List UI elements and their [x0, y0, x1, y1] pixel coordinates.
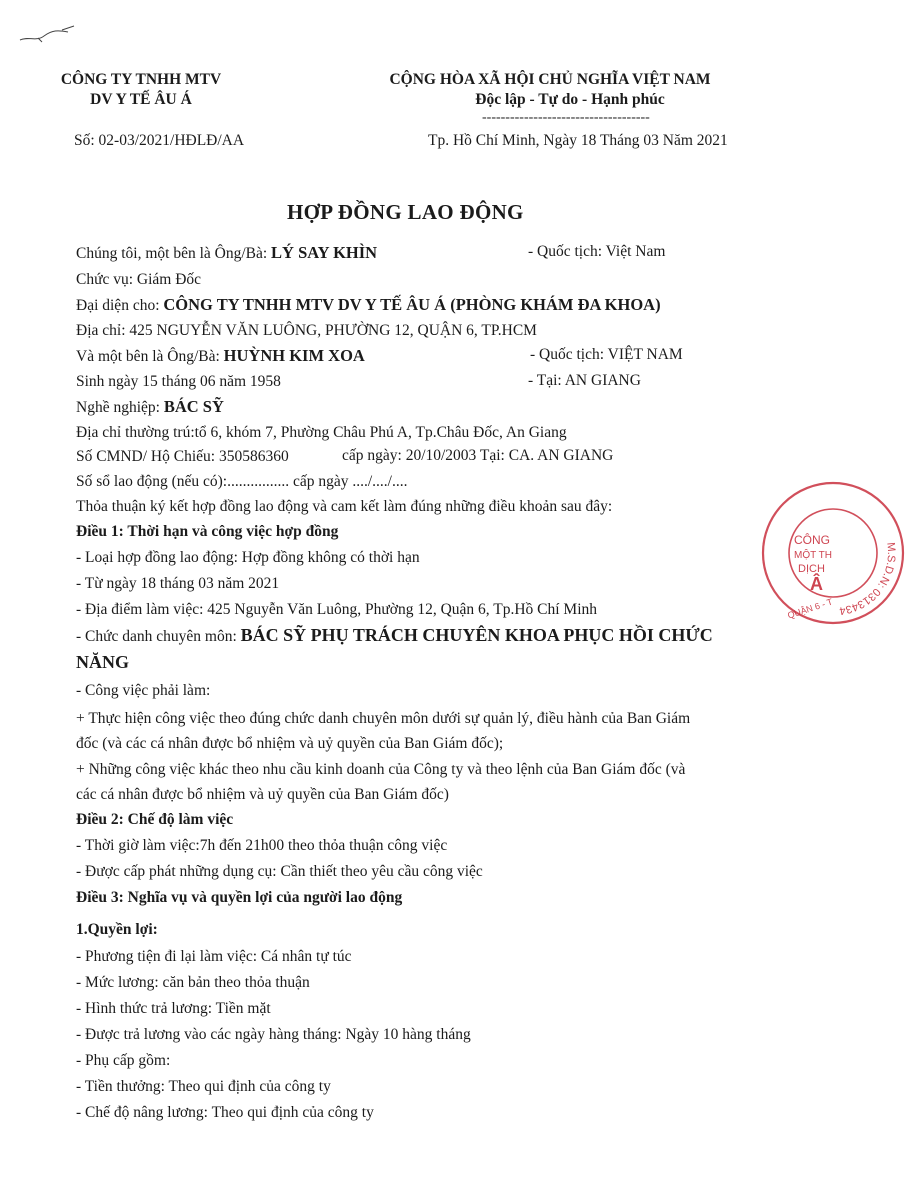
nation-motto: Độc lập - Tự do - Hạnh phúc — [475, 91, 665, 108]
stamp-inner-3: DỊCH — [798, 563, 825, 575]
svg-text:M.S.D.N: 0313434 — [839, 542, 898, 617]
article-3-heading: Điều 3: Nghĩa vụ và quyền lợi của người lao động — [76, 889, 403, 906]
job-value: BÁC SỸ — [163, 397, 224, 416]
benefit-pay-method: - Hình thức trả lương: Tiền mặt — [76, 1000, 271, 1017]
party-b-nationality: - Quốc tịch: VIỆT NAM — [530, 346, 683, 363]
party-a-position: Chức vụ: Giám Đốc — [76, 271, 202, 288]
title-value: BÁC SỸ PHỤ TRÁCH CHUYÊN KHOA PHỤC HỒI CHỨC — [240, 625, 713, 645]
job-label: Nghề nghiệp: — [76, 399, 160, 416]
article-1-workplace: - Địa điểm làm việc: 425 Nguyễn Văn Luông, Phường 12, Quận 6, Tp.Hồ Chí Minh — [76, 601, 598, 618]
duty-1-line2: đốc (và các cá nhân được bổ nhiệm và uỷ quyền của Ban Giám đốc); — [76, 735, 504, 752]
duty-2-line2: các cá nhân được bổ nhiệm và uỷ quyền của Ban Giám đốc) — [76, 786, 449, 803]
article-2-tools: - Được cấp phát những dụng cụ: Cần thiết theo yêu cầu công việc — [76, 863, 483, 880]
duty-1-line1: + Thực hiện công việc theo đúng chức danh chuyên môn dưới sự quản lý, điều hành của Ban Giám — [76, 710, 691, 727]
article-1-heading: Điều 1: Thời hạn và công việc hợp đồng — [76, 523, 339, 540]
benefit-salary: - Mức lương: căn bản theo thỏa thuận — [76, 974, 310, 991]
motto-divider: ------------------------------------ — [482, 110, 650, 125]
article-3-sub1: 1.Quyền lợi: — [76, 921, 158, 938]
rep-label: Đại diện cho: — [76, 297, 160, 314]
party-a-representative — [76, 295, 661, 316]
party-a-label: Chúng tôi, một bên là Ông/Bà: — [76, 245, 268, 262]
company-name-line2: DV Y TẾ ÂU Á — [90, 91, 192, 108]
party-b-labor-book: Số sổ lao động (nếu có):................ cấp ngày ..../..../.... — [76, 473, 408, 490]
stamp-bottom-text: QUẬN 6 - T — [786, 596, 834, 621]
benefit-raise: - Chế độ nâng lương: Theo qui định của công ty — [76, 1104, 374, 1121]
agreement-statement: Thỏa thuận ký kết hợp đồng lao động và cam kết làm đúng những điều khoản sau đây: — [76, 498, 613, 515]
party-a-nationality: - Quốc tịch: Việt Nam — [528, 243, 666, 260]
party-a-intro — [76, 243, 377, 264]
party-a-name: LÝ SAY KHÌN — [271, 243, 378, 262]
article-1-title — [76, 625, 713, 647]
benefit-pay-day: - Được trả lương vào các ngày hàng tháng: Ngày 10 hàng tháng — [76, 1026, 471, 1043]
article-2-hours: - Thời giờ làm việc:7h đến 21h00 theo thỏa thuận công việc — [76, 837, 448, 854]
rep-company: CÔNG TY TNHH MTV DV Y TẾ ÂU Á (PHÒNG KHÁM ĐA KHOA) — [163, 295, 661, 314]
party-b-intro — [76, 346, 365, 367]
party-b-birth: Sinh ngày 15 tháng 06 năm 1958 — [76, 373, 281, 390]
stamp-inner-1: CÔNG — [794, 533, 830, 547]
company-name-line1: CÔNG TY TNHH MTV — [60, 71, 222, 88]
party-b-label: Và một bên là Ông/Bà: — [76, 348, 220, 365]
benefit-allowance: - Phụ cấp gồm: — [76, 1052, 171, 1069]
title-label: - Chức danh chuyên môn: — [76, 628, 237, 645]
document-title: HỢP ĐỒNG LAO ĐỘNG — [287, 200, 524, 224]
party-b-id-issue: cấp ngày: 20/10/2003 Tại: CA. AN GIANG — [342, 447, 614, 464]
article-2-heading: Điều 2: Chế độ làm việc — [76, 811, 234, 828]
benefit-transport: - Phương tiện đi lại làm việc: Cá nhân tự túc — [76, 948, 352, 965]
nation-title: CỘNG HÒA XÃ HỘI CHỦ NGHĨA VIỆT NAM — [389, 71, 711, 88]
article-1-start-date: - Từ ngày 18 tháng 03 năm 2021 — [76, 575, 280, 592]
benefit-bonus: - Tiền thưởng: Theo qui định của công ty — [76, 1078, 331, 1095]
duty-2-line1: + Những công việc khác theo nhu cầu kinh doanh của Công ty và theo lệnh của Ban Giám đốc (và — [76, 761, 686, 778]
article-1-duties-label: - Công việc phải làm: — [76, 682, 211, 699]
stamp-inner-4: Â — [810, 574, 823, 594]
party-b-name: HUỲNH KIM XOA — [223, 346, 365, 365]
title-value-cont: NĂNG — [76, 652, 129, 672]
party-a-address: Địa chỉ: 425 NGUYỄN VĂN LUÔNG, PHƯỜNG 12, QUẬN 6, TP.HCM — [76, 322, 537, 339]
party-b-job — [76, 397, 224, 418]
document-number: Số: 02-03/2021/HĐLĐ/AA — [74, 132, 245, 149]
company-stamp — [758, 478, 908, 628]
stamp-inner-2: MỘT TH — [794, 550, 832, 561]
party-b-id-number: Số CMND/ Hộ Chiếu: 350586360 — [76, 448, 289, 465]
stamp-ring-text: M.S.D.N: 0313434 — [838, 541, 898, 617]
party-b-residence: Địa chỉ thường trú:tổ 6, khóm 7, Phường Châu Phú A, Tp.Châu Đốc, An Giang — [76, 424, 567, 441]
place-date: Tp. Hồ Chí Minh, Ngày 18 Tháng 03 Năm 2021 — [428, 132, 728, 149]
article-1-contract-type: - Loại hợp đồng lao động: Hợp đồng không có thời hạn — [76, 549, 420, 566]
party-b-birthplace: - Tại: AN GIANG — [528, 372, 641, 389]
scribble-mark — [18, 22, 78, 48]
